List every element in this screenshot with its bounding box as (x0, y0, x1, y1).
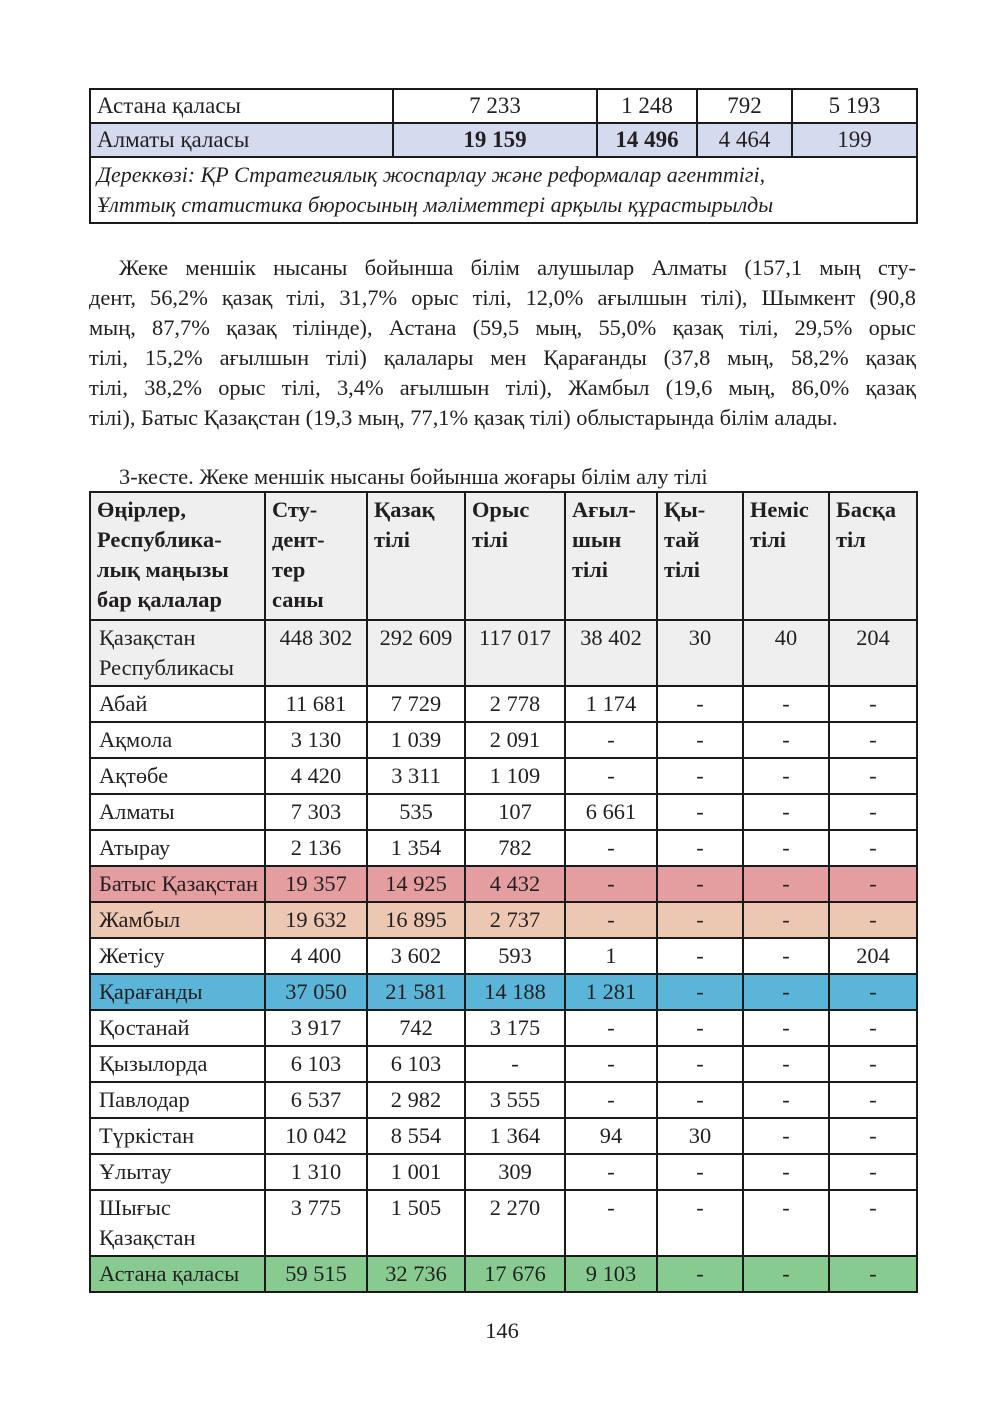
value-cell: - (465, 1046, 565, 1082)
value-cell: - (657, 1154, 743, 1190)
value-cell: - (743, 974, 829, 1010)
header-line: Республика- (97, 527, 222, 552)
table-row (90, 1256, 917, 1292)
value-cell: - (743, 938, 829, 974)
value-cell: 7 303 (265, 794, 367, 830)
value-cell: 292 609 (367, 620, 465, 686)
value-cell: - (829, 1046, 917, 1082)
value-cell: 1 364 (465, 1118, 565, 1154)
paragraph-line: тілі), Батыс Қазақстан (19,3 мың, 77,1% қазақ тілі) облыстарында білім алады. (89, 405, 838, 430)
region-name: Атырау (90, 830, 265, 866)
value-cell: - (829, 1256, 917, 1292)
value-cell: 107 (465, 794, 565, 830)
value-cell: 14 925 (367, 866, 465, 902)
value-cell: 117 017 (465, 620, 565, 686)
value-cell: 19 159 (393, 123, 597, 157)
value-cell: 792 (697, 89, 792, 123)
value-cell: - (743, 830, 829, 866)
value-cell: - (657, 1010, 743, 1046)
column-header (265, 492, 367, 620)
value-cell: - (743, 1154, 829, 1190)
value-cell: - (829, 902, 917, 938)
header-line: тілі (572, 557, 609, 582)
region-name: Абай (90, 686, 265, 722)
value-cell: - (743, 1046, 829, 1082)
value-cell: - (743, 1256, 829, 1292)
top-table-fragment (89, 88, 918, 224)
value-cell: - (657, 1256, 743, 1292)
value-cell: 10 042 (265, 1118, 367, 1154)
value-cell: - (743, 1010, 829, 1046)
region-name: Астана қаласы (90, 1256, 265, 1292)
region-name: Ақмола (90, 722, 265, 758)
value-cell: - (657, 758, 743, 794)
value-cell: 535 (367, 794, 465, 830)
region-name: Шығыс Қазақстан (90, 1190, 265, 1256)
value-cell: 4 464 (697, 123, 792, 157)
value-cell: 4 420 (265, 758, 367, 794)
value-cell: - (657, 830, 743, 866)
page-number: 146 (485, 1318, 519, 1343)
header-line: тілі (472, 527, 509, 552)
value-cell: 32 736 (367, 1256, 465, 1292)
value-cell: - (743, 794, 829, 830)
paragraph-line: Жеке меншік нысаны бойынша білім алушылар Алматы (157,1 мың сту- (119, 255, 916, 280)
value-cell: 3 130 (265, 722, 367, 758)
value-cell: 3 917 (265, 1010, 367, 1046)
table-row (90, 902, 917, 938)
table-row (90, 1154, 917, 1190)
region-name: Алматы қаласы (90, 123, 393, 157)
value-cell: - (743, 1082, 829, 1118)
value-cell: 14 188 (465, 974, 565, 1010)
value-cell: 3 775 (265, 1190, 367, 1256)
value-cell: 40 (743, 620, 829, 686)
value-cell: 2 270 (465, 1190, 565, 1256)
value-cell: - (565, 1154, 657, 1190)
value-cell: - (743, 686, 829, 722)
header-line: тер (272, 557, 306, 582)
region-name: Астана қаласы (90, 89, 393, 123)
column-header (367, 492, 465, 620)
value-cell: - (657, 1190, 743, 1256)
column-header (565, 492, 657, 620)
value-cell: 1 001 (367, 1154, 465, 1190)
value-cell: 6 103 (367, 1046, 465, 1082)
value-cell: - (657, 974, 743, 1010)
region-name: Ұлытау (90, 1154, 265, 1190)
value-cell: 9 103 (565, 1256, 657, 1292)
column-header (90, 492, 265, 620)
value-cell: 2 737 (465, 902, 565, 938)
source-row (90, 157, 917, 223)
header-line: Басқа (836, 497, 897, 522)
source-line-2: Ұлттық статистика бюросының мәліметтері арқылы құрастырылды (97, 192, 774, 217)
top-table-row (90, 89, 917, 123)
value-cell: 4 400 (265, 938, 367, 974)
region-name: Алматы (90, 794, 265, 830)
value-cell: 2 982 (367, 1082, 465, 1118)
header-line: шын (572, 527, 622, 552)
value-cell: - (657, 866, 743, 902)
table-row (90, 1046, 917, 1082)
value-cell: - (565, 1010, 657, 1046)
value-cell: 16 895 (367, 902, 465, 938)
region-name: Жетісу (90, 938, 265, 974)
table-header-row (90, 492, 917, 620)
value-cell: 1 174 (565, 686, 657, 722)
value-cell: 1 248 (597, 89, 697, 123)
value-cell: 19 632 (265, 902, 367, 938)
region-name: Батыс Қазақстан (90, 866, 265, 902)
value-cell: 2 091 (465, 722, 565, 758)
table-row (90, 938, 917, 974)
value-cell: - (743, 1118, 829, 1154)
value-cell: - (743, 866, 829, 902)
header-line: бар қалалар (97, 587, 222, 612)
value-cell: 1 039 (367, 722, 465, 758)
paragraph-line: тілі, 15,2% ағылшын тілі) қалалары мен Қарағанды (37,8 мың, 58,2% қазақ (89, 345, 916, 370)
value-cell: 742 (367, 1010, 465, 1046)
value-cell: 6 537 (265, 1082, 367, 1118)
value-cell: - (657, 1082, 743, 1118)
column-header (829, 492, 917, 620)
value-cell: - (565, 902, 657, 938)
value-cell: 8 554 (367, 1118, 465, 1154)
value-cell: - (743, 758, 829, 794)
value-cell: - (829, 1082, 917, 1118)
value-cell: - (743, 902, 829, 938)
value-cell: - (829, 1010, 917, 1046)
table-row (90, 1010, 917, 1046)
source-note (90, 157, 917, 223)
value-cell: - (829, 974, 917, 1010)
value-cell: 1 109 (465, 758, 565, 794)
value-cell: 199 (792, 123, 917, 157)
value-cell: 37 050 (265, 974, 367, 1010)
value-cell: 2 136 (265, 830, 367, 866)
value-cell: 14 496 (597, 123, 697, 157)
header-line: дент- (272, 527, 325, 552)
value-cell: - (565, 722, 657, 758)
value-cell: 204 (829, 620, 917, 686)
table-row (90, 722, 917, 758)
value-cell: 38 402 (565, 620, 657, 686)
region-name: Қазақстан Республикасы (90, 620, 265, 686)
value-cell: - (829, 794, 917, 830)
column-header (743, 492, 829, 620)
region-name: Қызылорда (90, 1046, 265, 1082)
language-table (89, 491, 918, 1293)
value-cell: - (829, 758, 917, 794)
value-cell: 7 233 (393, 89, 597, 123)
value-cell: 1 505 (367, 1190, 465, 1256)
table-caption: 3-кесте. Жеке меншік нысаны бойынша жоғары білім алу тілі (119, 464, 708, 489)
value-cell: - (657, 938, 743, 974)
value-cell: - (657, 794, 743, 830)
value-cell: 3 175 (465, 1010, 565, 1046)
table-row (90, 1118, 917, 1154)
value-cell: - (565, 830, 657, 866)
value-cell: - (829, 722, 917, 758)
table-row (90, 794, 917, 830)
header-line: тіл (836, 527, 866, 552)
region-name: Қостанай (90, 1010, 265, 1046)
header-line: Сту- (272, 497, 318, 522)
header-line: тілі (374, 527, 411, 552)
table-row (90, 620, 917, 686)
value-cell: - (565, 758, 657, 794)
value-cell: 309 (465, 1154, 565, 1190)
value-cell: 17 676 (465, 1256, 565, 1292)
value-cell: - (829, 1190, 917, 1256)
value-cell: 19 357 (265, 866, 367, 902)
value-cell: 448 302 (265, 620, 367, 686)
table-row (90, 1082, 917, 1118)
value-cell: 21 581 (367, 974, 465, 1010)
value-cell: - (657, 686, 743, 722)
header-line: Орыс (472, 497, 530, 522)
region-name: Павлодар (90, 1082, 265, 1118)
value-cell: 204 (829, 938, 917, 974)
table-row (90, 686, 917, 722)
column-header (465, 492, 565, 620)
value-cell: 7 729 (367, 686, 465, 722)
header-line: саны (272, 587, 324, 612)
value-cell: - (565, 866, 657, 902)
region-name: Жамбыл (90, 902, 265, 938)
value-cell: - (829, 686, 917, 722)
value-cell: - (565, 1082, 657, 1118)
region-name: Қарағанды (90, 974, 265, 1010)
table-row (90, 758, 917, 794)
column-header (657, 492, 743, 620)
region-name: Ақтөбе (90, 758, 265, 794)
value-cell: 30 (657, 1118, 743, 1154)
value-cell: - (829, 1118, 917, 1154)
value-cell: 3 311 (367, 758, 465, 794)
header-line: Қы- (664, 497, 706, 522)
paragraph-line: тілі, 38,2% орыс тілі, 3,4% ағылшын тілі), Жамбыл (19,6 мың, 86,0% қазақ (89, 375, 916, 400)
value-cell: - (829, 1154, 917, 1190)
value-cell: 593 (465, 938, 565, 974)
paragraph-line: мың, 87,7% қазақ тілінде), Астана (59,5 мың, 55,0% қазақ тілі, 29,5% орыс (89, 315, 916, 340)
header-line: тай (664, 527, 700, 552)
table-row (90, 1190, 917, 1256)
value-cell: 782 (465, 830, 565, 866)
value-cell: - (743, 1190, 829, 1256)
value-cell: 1 310 (265, 1154, 367, 1190)
value-cell: 11 681 (265, 686, 367, 722)
value-cell: - (829, 830, 917, 866)
value-cell: - (657, 722, 743, 758)
header-line: Қазақ (374, 497, 435, 522)
value-cell: 6 103 (265, 1046, 367, 1082)
table-row (90, 866, 917, 902)
value-cell: 30 (657, 620, 743, 686)
value-cell: 1 281 (565, 974, 657, 1010)
value-cell: 94 (565, 1118, 657, 1154)
header-line: лық маңызы (97, 557, 229, 582)
paragraph-line: дент, 56,2% қазақ тілі, 31,7% орыс тілі, 12,0% ағылшын тілі), Шымкент (90,8 (89, 285, 916, 310)
value-cell: - (829, 866, 917, 902)
value-cell: - (565, 1190, 657, 1256)
value-cell: 5 193 (792, 89, 917, 123)
value-cell: 6 661 (565, 794, 657, 830)
value-cell: 4 432 (465, 866, 565, 902)
value-cell: 3 602 (367, 938, 465, 974)
table-row (90, 974, 917, 1010)
value-cell: - (657, 902, 743, 938)
value-cell: - (657, 1046, 743, 1082)
header-line: Өңірлер, (97, 497, 186, 522)
header-line: тілі (664, 557, 701, 582)
top-table-row (90, 123, 917, 157)
header-line: Неміс (750, 497, 809, 522)
value-cell: - (565, 1046, 657, 1082)
header-line: Ағыл- (572, 497, 636, 522)
value-cell: 1 354 (367, 830, 465, 866)
table-row (90, 830, 917, 866)
source-line-1: Дереккөзі: ҚР Стратегиялық жоспарлау және реформалар агенттігі, (97, 162, 766, 187)
header-line: тілі (750, 527, 787, 552)
value-cell: 3 555 (465, 1082, 565, 1118)
value-cell: - (743, 722, 829, 758)
value-cell: 2 778 (465, 686, 565, 722)
region-name: Түркістан (90, 1118, 265, 1154)
value-cell: 1 (565, 938, 657, 974)
value-cell: 59 515 (265, 1256, 367, 1292)
body-paragraph (89, 253, 916, 433)
